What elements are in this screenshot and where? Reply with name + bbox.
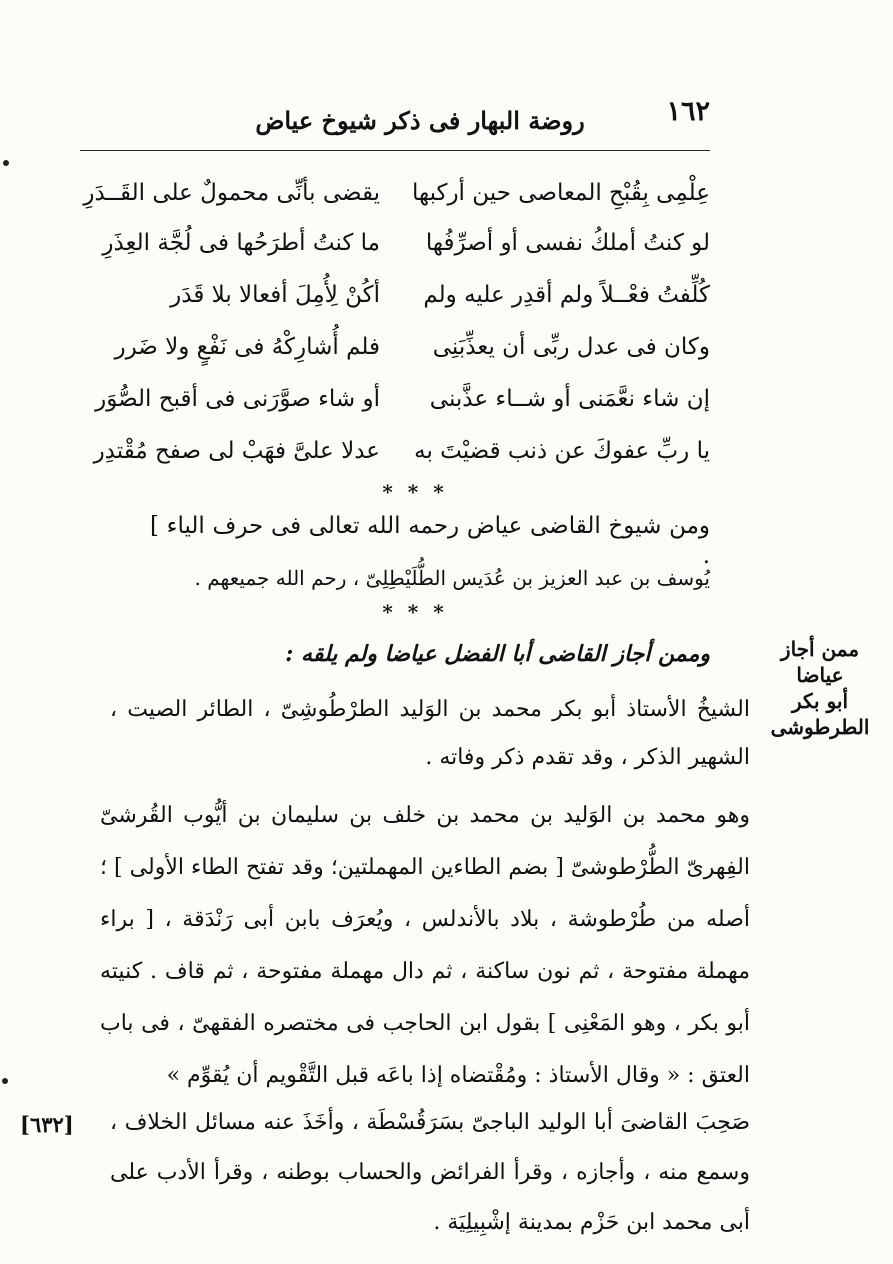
paragraph-2: وهو محمد بن الوَليد بن محمد بن خلف بن سليمان بن أيُّوب القُرشىّ الفِهرىّ الطُّرْطوشىّ [ بضم الطاءين المهملتين؛ وقد تفتح الطاء الأولى ] ؛أصله من طُرْطوشة ، بلاد بالأندلس ، ويُعرَف بابن أبى رَنْدَقة ، [ براء مهملة مفتوحة ، ثم نون ساكنة ، ثم دال مهملة مفتوحة ، ثم قاف . كنيته أبو بكر ، وهو المَعْنِى ] بقول ابن الحاجب فى مختصره الفقهىّ ، فى باب العتق : « وقال الأستاذ : ومُقْتضاه إذا باعَه قبل التَّقْويم أن يُقوِّم » xyxy=(100,803,750,1088)
section-intro: ومن شيوخ القاضى عياض رحمه الله تعالى فى حرف الياء ] . xyxy=(150,513,710,569)
section-separator: * * * xyxy=(382,480,448,504)
margin-reference: [٦٣٢] xyxy=(20,1112,74,1137)
yusuf-entry: يُوسف بن عبد العزيز بن عُدَيس الطُّلَيْطِلِىّ ، رحم الله جميعهم . xyxy=(194,566,710,590)
verse-line xyxy=(90,282,710,338)
verse-hemistich-left: عدلا علىَّ فهَبْ لى صفح مُقْتدِر xyxy=(93,438,380,464)
header-rule xyxy=(80,150,710,151)
verse-hemistich-right: إن شاء نعَّمَنى أو شــاء عذَّبنى xyxy=(429,386,710,412)
verse-hemistich-right: كُلِّفتُ فعْــلاً ولم أقدِر عليه ولم xyxy=(423,282,710,308)
verse-hemistich-left: فلم أُشارِكْهُ فى نَفْعٍ ولا ضَرر xyxy=(114,334,380,360)
verse-line xyxy=(90,334,710,390)
verse-hemistich-right: لو كنتُ أملكُ نفسى أو أصرِّفُها xyxy=(425,230,710,256)
verse-line xyxy=(90,386,710,442)
scan-edge-mark xyxy=(3,160,9,166)
verse-hemistich-left: أو شاء صوَّرَنى فى أقبح الصُّوَر xyxy=(95,386,380,412)
margin-note xyxy=(755,636,885,740)
verse-hemistich-right: يا ربِّ عفوكَ عن ذنب قضيْتَ به xyxy=(414,438,710,464)
margin-note-line: ممن أجاز عياضا xyxy=(780,637,860,687)
section-separator: * * * xyxy=(382,600,448,624)
paragraph-3: صَحِبَ القاضىَ أبا الوليد الباجىّ بسَرَقُسْطَة ، وأخَذَ عنه مسائل الخلاف ، وسمع منه ، وأجازه ، وقرأ الفرائض والحساب بوطنه ، وقرأ الأدب على أبى محمد ابن حَزْم بمدينة إشْبِيلِيَة . xyxy=(110,1110,750,1235)
scan-edge-mark xyxy=(2,1078,8,1084)
margin-note-line: الطرطوشى xyxy=(770,715,870,739)
verse-hemistich-right: عِلْمِى بِقُبْحِ المعاصى حين أركبها xyxy=(411,180,710,206)
verse-hemistich-left: أكُنْ لِأُمِلَ أفعالا بلا قَدَر xyxy=(170,282,380,308)
verse-line xyxy=(83,180,710,236)
verse-hemistich-left: يقضى بأنِّى محمولٌ على القَــدَرِ xyxy=(83,180,380,206)
verse-hemistich-left: ما كنتُ أطرَحُها فى لُجَّة العِذَرِ xyxy=(102,230,380,256)
running-title: روضة البهار فى ذكر شيوخ عياض xyxy=(255,106,585,135)
verse-line xyxy=(90,230,710,286)
paragraph-1: الشيخُ الأستاذ أبو بكر محمد بن الوَليد الطرْطُوشِىّ ، الطائر الصيت ، الشهير الذكر ، وقد تقدم ذكر وفاته . xyxy=(110,697,750,770)
page-number: ١٦٢ xyxy=(666,96,710,127)
margin-note-line: أبو بكر xyxy=(791,689,849,713)
verse-hemistich-right: وكان فى عدل ربِّى أن يعذِّبَنِى xyxy=(432,334,710,360)
subheading: وممن أجاز القاضى أبا الفضل عياضا ولم يلقه : xyxy=(285,641,710,667)
